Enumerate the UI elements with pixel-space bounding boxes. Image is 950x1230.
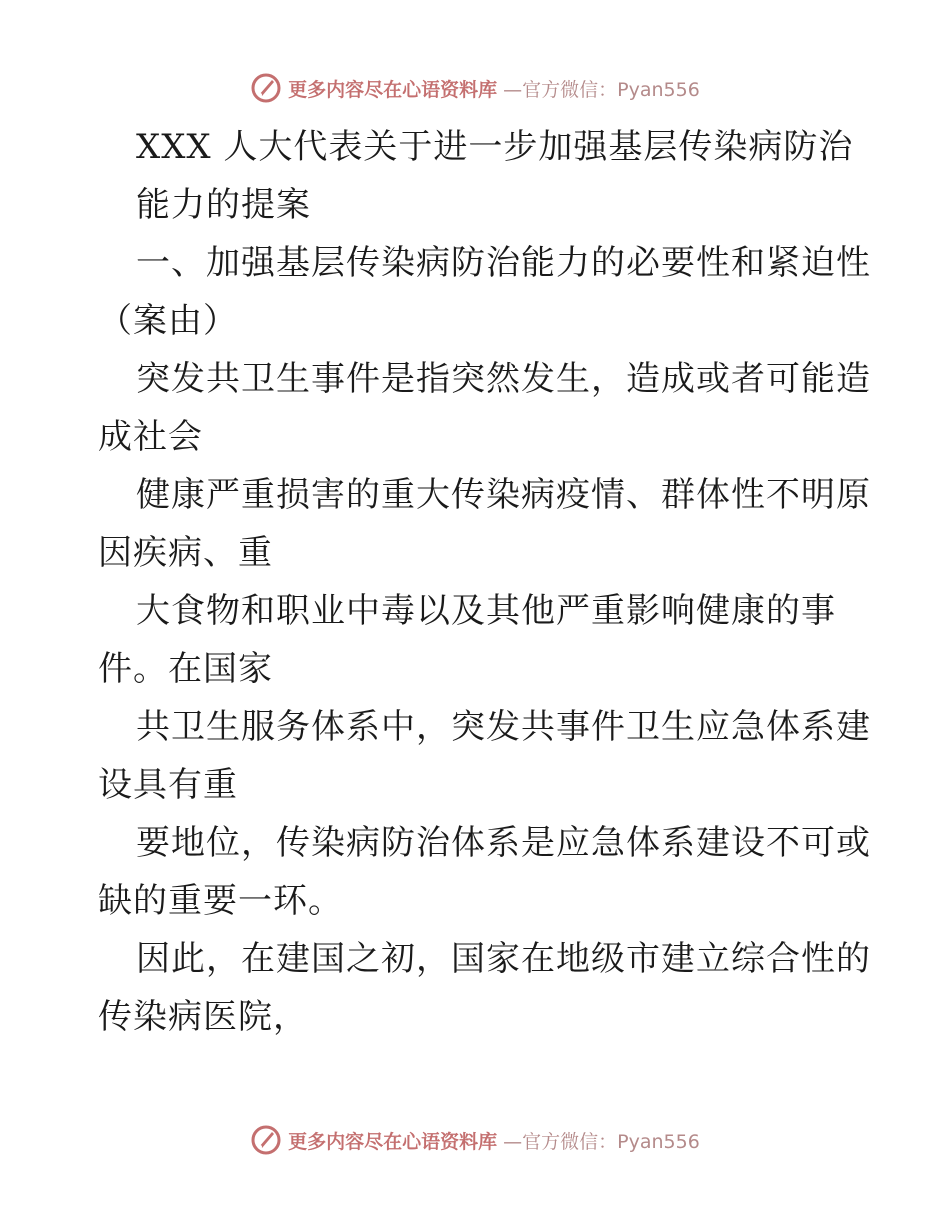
paragraph-line: 设具有重 bbox=[98, 765, 238, 805]
paragraph-line: 突发共卫生事件是指突然发生，造成或者可能造 bbox=[136, 359, 871, 399]
watermark-wechat-text: —官方微信：Pyan556 bbox=[503, 78, 700, 101]
document-body bbox=[98, 118, 871, 1046]
paragraph-line: 成社会 bbox=[98, 417, 203, 457]
section-heading-line-2: （案由） bbox=[98, 301, 238, 341]
paragraph-line: 因此，在建国之初，国家在地级市建立综合性的 bbox=[136, 939, 871, 979]
watermark-site-text: 更多内容尽在心语资料库 bbox=[288, 78, 498, 101]
paragraph-line: 件。在国家 bbox=[98, 649, 273, 689]
paragraph-line: 因疾病、重 bbox=[98, 533, 273, 573]
paragraph-line: 健康严重损害的重大传染病疫情、群体性不明原 bbox=[136, 475, 871, 515]
paragraph-line: 要地位，传染病防治体系是应急体系建设不可或 bbox=[136, 823, 871, 863]
watermark-wechat-text: —官方微信：Pyan556 bbox=[503, 1130, 700, 1153]
footer-watermark bbox=[0, 1124, 950, 1156]
document-title-line-2: 能力的提案 bbox=[136, 185, 311, 225]
watermark-site-text: 更多内容尽在心语资料库 bbox=[288, 1130, 498, 1153]
paragraph-line: 缺的重要一环。 bbox=[98, 881, 343, 921]
paragraph-line: 传染病医院， bbox=[98, 997, 308, 1037]
header-watermark bbox=[0, 72, 950, 104]
document-title-line-1: XXX 人大代表关于进一步加强基层传染病防治 bbox=[136, 127, 854, 167]
section-heading-line-1: 一、加强基层传染病防治能力的必要性和紧迫性 bbox=[136, 243, 871, 283]
quill-logo-icon bbox=[250, 1124, 282, 1156]
paragraph-line: 大食物和职业中毒以及其他严重影响健康的事 bbox=[136, 591, 836, 631]
quill-logo-icon bbox=[250, 72, 282, 104]
paragraph-line: 共卫生服务体系中，突发共事件卫生应急体系建 bbox=[136, 707, 871, 747]
